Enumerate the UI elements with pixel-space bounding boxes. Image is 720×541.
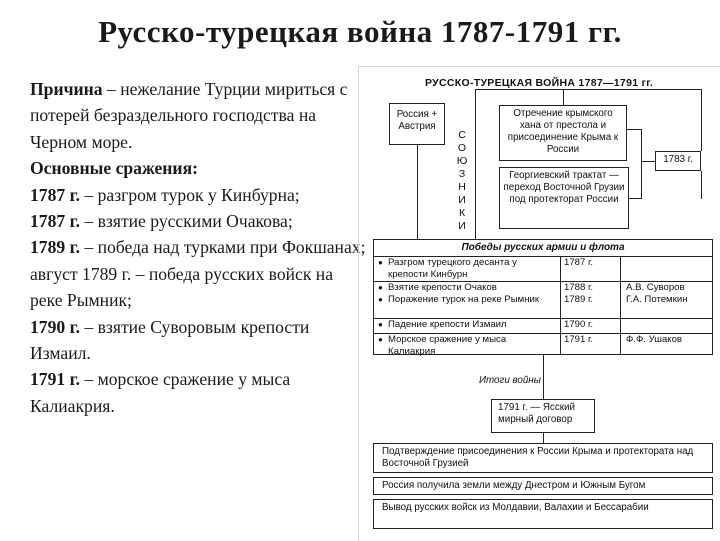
treaty-box: 1791 г. — Ясский мирный договор	[491, 399, 595, 433]
connector-line	[701, 171, 702, 199]
event-line: 1787 г. – взятие русскими Очакова;	[30, 211, 293, 232]
connector-line	[475, 89, 701, 90]
alliance-box: Россия + Австрия	[389, 103, 445, 145]
result-box: Россия получила земли между Днестром и Южным Бугом	[373, 477, 713, 495]
connector-line	[641, 161, 655, 162]
victories-table	[373, 239, 713, 355]
diagram-title: РУССКО-ТУРЕЦКАЯ ВОЙНА 1787—1791 гг.	[425, 77, 654, 89]
result-box: Вывод русских войск из Молдавии, Валахии и Бессарабии	[373, 499, 713, 529]
table-header: Победы русских армии и флота	[374, 240, 712, 257]
war-diagram	[358, 66, 720, 541]
cause-label: Причина	[30, 79, 103, 99]
table-row: ● Взятие крепости Очаков ● Поражение турок на реке Рымник 1788 г. 1789 г. А.В. Суворов Г.А. Потемкин	[374, 282, 712, 319]
table-row: ● Морское сражение у мыса Калиакрия 1791 г. Ф.Ф. Ушаков	[374, 334, 712, 358]
event-line: 1787 г. – разгром турок у Кинбурна;	[30, 184, 300, 205]
connector-line	[629, 198, 641, 199]
event-line: 1791 г. – морское сражение у мыса Калиакрия.	[30, 369, 291, 416]
left-text-block	[30, 76, 366, 419]
year-1783-box: 1783 г.	[655, 151, 701, 171]
event-line: 1790 г. – взятие Суворовым крепости Измаил.	[30, 316, 310, 364]
connector-line	[543, 355, 544, 399]
event-line: август 1789 г. – победа русских войск на реке Рымник;	[30, 263, 334, 311]
table-row: ● Падение крепости Измаил 1790 г.	[374, 319, 712, 334]
union-word: С О Ю З Н И К И	[456, 129, 468, 232]
results-label: Итоги войны	[479, 375, 541, 386]
slide-title: Русско-турецкая война 1787-1791 гг.	[98, 14, 622, 49]
connector-line	[475, 89, 476, 239]
cause-paragraph	[30, 76, 366, 155]
connector-line	[701, 89, 702, 151]
connector-line	[543, 433, 544, 443]
connector-line	[417, 145, 418, 239]
table-row: ● Разгром турецкого десанта у крепости Кинбурн 1787 г.	[374, 257, 712, 282]
cause-box-georgia: Георгиевский трактат — переход Восточной Грузии под протекторат России	[499, 167, 629, 229]
connector-line	[627, 129, 641, 130]
battles-label: Основные сражения:	[30, 158, 198, 179]
cause-text: – нежелание Турции мириться с потерей безраздельного господства на Черном море.	[30, 79, 348, 152]
cause-box-crimea: Отречение крымского хана от престола и присоединение Крыма к России	[499, 105, 627, 161]
connector-line	[563, 89, 564, 105]
connector-line	[641, 129, 642, 199]
result-box: Подтверждение присоединения к России Крыма и протектората над Восточной Грузией	[373, 443, 713, 473]
event-line: 1789 г. – победа над турками при Фокшанах;	[30, 237, 366, 258]
